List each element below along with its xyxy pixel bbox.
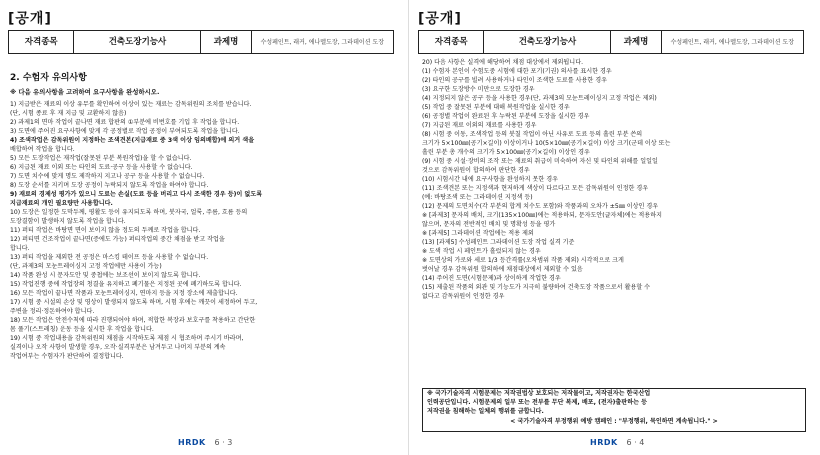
public-tag: [공개] xyxy=(8,11,52,27)
list-item: 것으로 감독위원이 합의하여 판단한 경우 xyxy=(422,167,530,174)
copyright-line: 인력공단입니다. 시험문제의 일부 또는 전부를 무단 복제, 배포, (전자)출판하는 등 xyxy=(427,399,647,406)
list-item: 1) 지급받은 재료의 이상 유무를 확인하여 이상이 있는 재료는 감독위원의 조치를 받습니다. xyxy=(10,101,252,108)
list-item: 주변을 정리·정돈하여야 합니다. xyxy=(10,308,95,315)
list-item: 작업여부는 수험자가 판단하여 결정합니다. xyxy=(10,353,124,360)
list-item: 벗어날 경우 감독위원 합의하에 채점대상에서 제외할 수 있음 xyxy=(422,266,583,273)
list-item: 12) 퍼티면 건조작업이 끝나면(증에도 가능) 퍼티작업의 중간 채점을 받고 작업을 xyxy=(10,236,225,243)
section-title: 2. 수험자 유의사항 xyxy=(10,73,87,83)
list-item: 15) 작업진행 중에 작업장의 청결을 유지하고 폐기물은 지정된 곳에 폐기하도록 합니다. xyxy=(10,281,242,288)
list-item: (단, 시험 종료 후 재 지급 및 교환하지 않음) xyxy=(10,110,127,117)
list-item: (11) 조색견본 또는 지정색과 현저하게 색상이 다르다고 모든 감독위원이 인정한 경우 xyxy=(422,185,649,192)
list-item: 2) 과제1의 면마 작업이 끝나면 재료 합판의 ①부분에 비번호를 기입 후 작업을 합니다. xyxy=(10,119,240,126)
list-item: 11) 퍼티 작업은 바탕면 면이 보이지 않을 정도의 두께로 작업을 합니다. xyxy=(10,227,201,234)
list-item: (8) 시험 중 이동, 조색작업 등의 붓칠 작업이 아닌 사유로 도료 등의 흘린 부분 쓴의 xyxy=(422,131,643,138)
list-item: (13) [과제5] 수성페인트 그라데이션 도장 작업 실격 기준 xyxy=(422,239,575,246)
list-item: (15) 제출된 작품의 외관 및 기능도가 지극히 불량하여 건축도장 작품으로서 활용할 수 xyxy=(422,284,651,291)
info-table xyxy=(418,30,804,54)
qualification-label: 자격종목 xyxy=(9,31,74,54)
hrdk-logo: HRDK xyxy=(178,438,206,447)
hrdk-logo: HRDK xyxy=(590,438,618,447)
notice-text: ※ 다음 유의사항을 고려하여 요구사항을 완성하시오. xyxy=(10,88,160,96)
list-item: (예: 바탕조색 또는 그라데이션 지정색 등) xyxy=(422,194,533,201)
list-item: 흘린 부분 총 개수의 크기가 5×100㎜(공기×길이) 이상인 경우 xyxy=(422,149,590,156)
public-tag: [공개] xyxy=(418,11,462,27)
list-item: ※ 도색 작업 시 페인트가 흘렀되지 않는 경우 xyxy=(422,248,541,255)
list-item: (14) 주어진 도면(시험문제)과 상이하게 작업한 경우 xyxy=(422,275,561,282)
disqualification-list xyxy=(422,58,816,301)
copyright-notice xyxy=(422,388,806,432)
list-item: 19) 시험 중 작업내용을 감독위원의 채점을 시작하도록 제점 시 협조하며 주시기 바라며, xyxy=(10,335,244,342)
page-number: 6 · 4 xyxy=(626,438,645,447)
list-item: (5) 작업 중 잘못된 부분에 대해 복원작업을 실시한 경우 xyxy=(422,104,570,111)
page-divider xyxy=(408,0,409,455)
list-item: (7) 지급된 재료 이외의 재료를 사용한 경우 xyxy=(422,122,537,129)
page-footer xyxy=(590,438,644,447)
list-item: 7) 도면 치수에 맞게 명도 제작하지 지고나 공구 등을 사용할 수 없습니다. xyxy=(10,173,205,180)
list-item: 4) 조색작업은 감독위원이 지정하는 조색견본(지급재료 중 3색 이상 임의배합)에 의거 색을 xyxy=(10,137,255,144)
list-item: ※ 도면상의 가로와 세로 1/3 등간격률(오차범위 작품 제외) 시각적으로 크게 xyxy=(422,257,624,264)
list-item: 배합하여 작업을 합니다. xyxy=(10,146,75,153)
list-item: 10) 도장은 일정한 도막두께, 평활도 등이 유지되도록 하며, 붓자국, 얼룩, 주름, 흐름 등의 xyxy=(10,209,248,216)
list-item: 합니다. xyxy=(10,245,30,252)
list-item: 8) 도장 순서를 지키며 도장 공정이 누락되지 않도록 작업을 하여야 합니다. xyxy=(10,182,209,189)
list-item: (1) 수험자 본인이 수험도중 시험에 대한 포기(기권) 의사를 표시한 경우 xyxy=(422,68,612,75)
qualification-value: 건축도장기능사 xyxy=(484,31,611,54)
task-label: 과제명 xyxy=(611,31,661,54)
task-value: 수성페인트, 래커, 에나멜도장, 그라데이션 도장 xyxy=(251,31,393,54)
right-page xyxy=(410,0,820,455)
list-item: 9) 재료의 경제성 평가가 있으니 도료는 손실(도료 등을 버리고 다시 조색한 경우 등)이 없도록 xyxy=(10,191,263,198)
list-item: 크기가 5×100㎜(공기×길이) 이상이거나 10(5×10㎜(공기×길이) 이상 크기(군데 이상 또는 xyxy=(422,140,671,147)
copyright-line: ※ 국가기술자격 시험문제는 저작권법상 보호되는 저작물이고, 저작권자는 한국산업 xyxy=(427,390,651,397)
list-item: 16) 모든 작업이 끝나면 작품과 모눈트레이싱지, 연마지 등을 지정 장소에 제출합니다. xyxy=(10,290,238,297)
info-table xyxy=(8,30,394,54)
list-item: (10) 시험시간 내에 요구사항을 완성하지 못한 경우 xyxy=(422,176,558,183)
list-item: 3) 도면에 주어진 요구사항에 맞게 각 공정별로 작업 공정이 부여되도록 작업을 합니다. xyxy=(10,128,240,135)
qualification-value: 건축도장기능사 xyxy=(74,31,201,54)
list-item: 17) 시험 중 시설의 손상 및 영상이 발생되지 않도록 하며, 시험 후에는 깨끗이 세정하여 두고, xyxy=(10,299,258,306)
list-item: (3) 요구한 도장방수 미만으로 도장한 경우 xyxy=(422,86,535,93)
list-item: (6) 공정별 작업이 완료된 후 누락된 부분에 도장을 실시한 경우 xyxy=(422,113,590,120)
page-number: 6 · 3 xyxy=(214,438,233,447)
list-item: 없다고 감독위원이 인정한 경우 xyxy=(422,293,505,300)
campaign-slogan: < 국가기술자격 부정행위 예방 캠페인 : "부정행위, 묵인하면 계속됩니다." > xyxy=(510,418,718,425)
qualification-label: 자격종목 xyxy=(419,31,484,54)
list-item: 몸 풀기(스트레칭) 운동 등을 실시한 후 작업을 합니다. xyxy=(10,326,154,333)
list-item: ※ [과제5] 그라데이션 작업에는 적용 제외 xyxy=(422,230,534,237)
list-item: 지급재료의 개인 필요량만 사용합니다. xyxy=(10,200,113,207)
list-item: (9) 시험 중 시설·장비의 조작 또는 재료의 취급이 미숙하여 자신 및 타인의 위해를 일일일 xyxy=(422,158,658,165)
copyright-line: 저작권을 침해하는 일체의 행위를 금합니다. xyxy=(427,408,544,415)
list-item: 않으며, 문자의 전반적인 배치 및 명확성 등을 평가 xyxy=(422,221,556,228)
list-item: 13) 퍼티 작업을 제외한 전 공정은 마스킹 테이프 등을 사용할 수 없습니다. xyxy=(10,254,209,261)
list-item: 20) 다음 사항은 실격에 해당하여 채점 대상에서 제외됩니다. xyxy=(422,59,584,66)
list-item: (4) 지정되지 않은 공구 등을 사용한 경우(단, 과제3의 모눈트레이싱지 고정 작업은 제외) xyxy=(422,95,657,102)
page-footer xyxy=(178,438,232,447)
list-item: 14) 작품 완성 시 문자도안 및 중첩에는 보조선이 보이지 않도록 합니다. xyxy=(10,272,201,279)
list-item: 6) 지급된 재료 이외 또는 타인의 도료·공구 등을 사용할 수 없습니다. xyxy=(10,164,193,171)
list-item: 18) 모든 작업은 안전수칙에 따라 진행되어야 하며, 적합한 복장과 보호구를 착용하고 간단한 xyxy=(10,317,256,324)
task-label: 과제명 xyxy=(201,31,251,54)
list-item: (2) 타인의 공구를 빌려 사용하거나 타인이 조색한 도료를 사용한 경우 xyxy=(422,77,608,84)
list-item: ※ [과제3] 문자의 배치, 크기(135×100㎜)에는 적용하되, 문자도안(글자체)에는 적용하지 xyxy=(422,212,662,219)
list-item: (단, 과제3의 모눈트레이싱지 고정 작업에만 사용이 가능) xyxy=(10,263,162,270)
list-item: 실격이나 오작 사항이 발생할 경우, 오작·실격부분은 남겨두고 나머지 부분의 계속 xyxy=(10,344,226,351)
list-item: 5) 모든 도장작업은 재작업(잘못된 부분 복원작업)을 할 수 없습니다. xyxy=(10,155,192,162)
task-value: 수성페인트, 래커, 에나멜도장, 그라데이션 도장 xyxy=(661,31,803,54)
list-item: 도장결함이 발생하지 않도록 작업을 합니다. xyxy=(10,218,126,225)
caution-list xyxy=(10,100,402,361)
list-item: (12) 문제의 도면치수(각 부분의 합계 치수도 포함)와 작품과의 오차가 ±5㎜ 이상인 경우 xyxy=(422,203,659,210)
